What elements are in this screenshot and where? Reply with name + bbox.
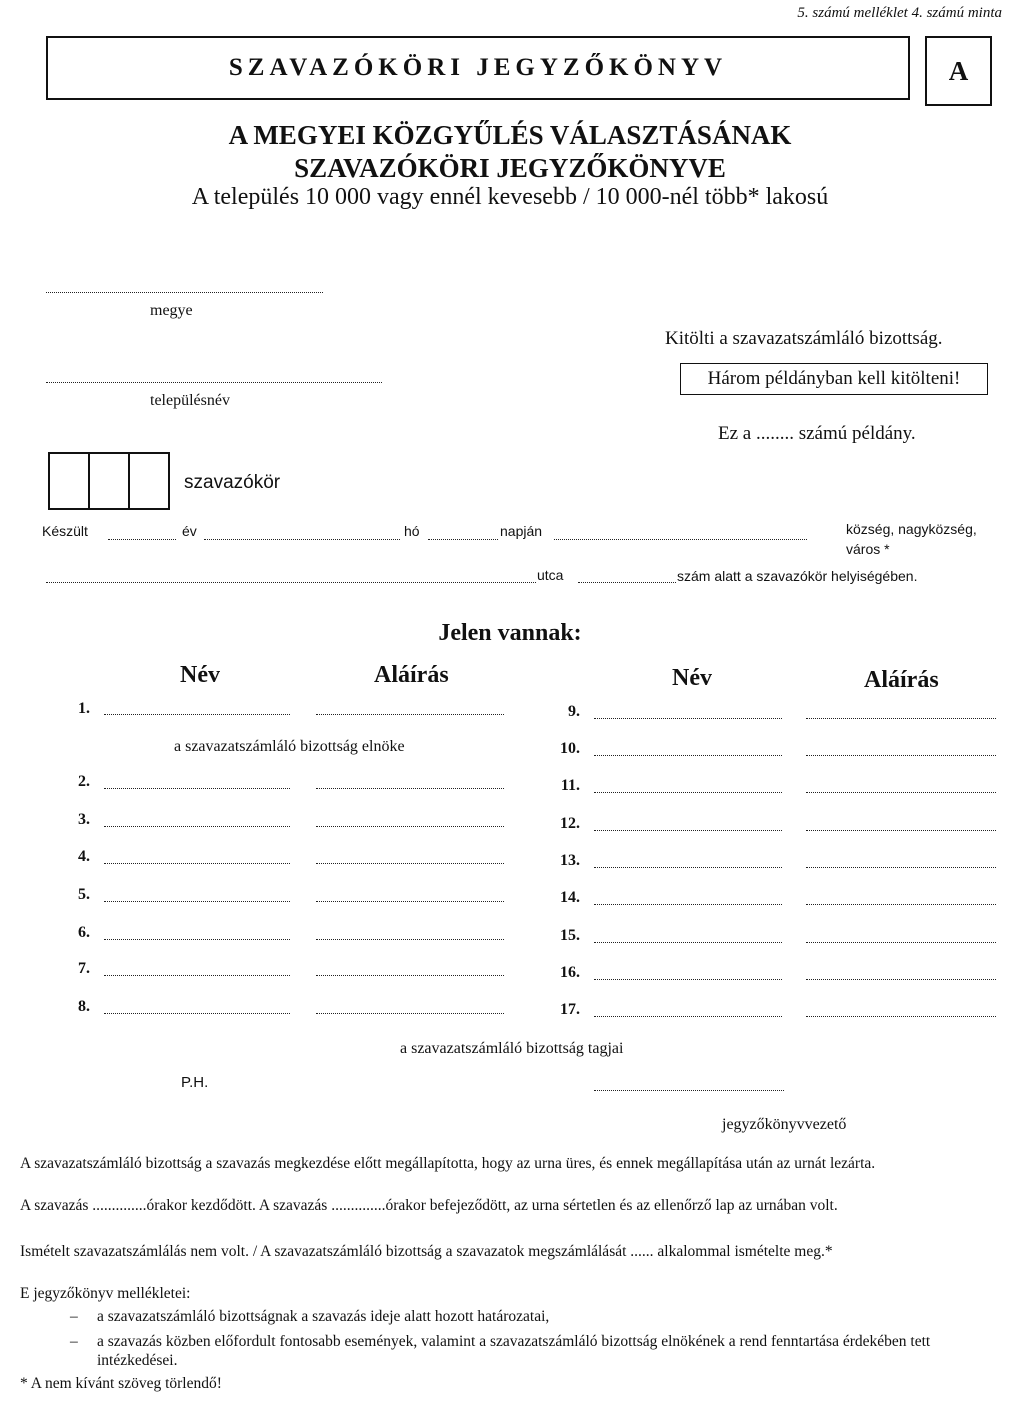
settlement-type-label-2: város * — [846, 541, 890, 557]
month-label: hó — [404, 523, 420, 539]
annex-item-1: a szavazatszámláló bizottságnak a szavazás ideje alatt hozott határozatai, — [97, 1308, 550, 1325]
settlement-type-label: község, nagyközség, — [846, 521, 977, 537]
right-name-header: Név — [672, 665, 712, 691]
row-number: 8. — [78, 998, 90, 1015]
signature-field-line[interactable] — [806, 942, 996, 943]
month-field-line[interactable] — [204, 539, 400, 540]
document-title: SZAVAZÓKÖRI JEGYZŐKÖNYV — [228, 54, 728, 81]
signature-field-line[interactable] — [316, 863, 504, 864]
annex-item-2: a szavazás közben előfordult fontosabb események, valamint a szavazatszámláló bizottság elnökének a rend fenntartása érdekében tett intézkedései. — [97, 1333, 931, 1369]
form-letter-box: A — [925, 36, 992, 106]
heading-line-1: A MEGYEI KÖZGYŰLÉS VÁLASZTÁSÁNAK — [228, 120, 792, 150]
signature-field-line[interactable] — [806, 792, 996, 793]
seal-label: P.H. — [181, 1074, 209, 1091]
row-number: 3. — [78, 811, 90, 828]
name-field-line[interactable] — [594, 792, 782, 793]
body-paragraph-2: A szavazás ..............órakor kezdődött. A szavazás ..............órakor befejeződött, az urna sértetlen és az ellenőrző lap az urnában volt. — [20, 1197, 838, 1214]
county-label: megye — [150, 302, 193, 319]
county-field-line[interactable] — [46, 292, 323, 293]
name-field-line[interactable] — [104, 975, 290, 976]
signature-field-line[interactable] — [806, 1016, 996, 1017]
row-number: 15. — [560, 927, 580, 944]
row-number: 10. — [560, 740, 580, 757]
recorder-label: jegyzőkönyvvezető — [722, 1116, 847, 1133]
body-paragraph-3: Ismételt szavazatszámlálás nem volt. / A szavazatszámláló bizottság a szavazatok megszámlálását ...... alkalommal ismételte meg.* — [20, 1243, 833, 1260]
year-label: év — [182, 523, 197, 539]
signature-field-line[interactable] — [806, 979, 996, 980]
annex-title: E jegyzőkönyv mellékletei: — [20, 1285, 191, 1302]
district-number-boxes[interactable] — [48, 452, 170, 510]
signature-field-line[interactable] — [316, 939, 504, 940]
heading-line-2: SZAVAZÓKÖRI JEGYZŐKÖNYVE — [294, 153, 726, 183]
row-number: 17. — [560, 1001, 580, 1018]
row-number: 13. — [560, 852, 580, 869]
row-number: 9. — [568, 703, 580, 720]
signature-field-line[interactable] — [316, 901, 504, 902]
members-label: a szavazatszámláló bizottság tagjai — [400, 1040, 624, 1057]
right-signature-header: Aláírás — [864, 667, 939, 693]
district-label: szavazókör — [184, 472, 281, 493]
signature-field-line[interactable] — [806, 830, 996, 831]
district-digit-box[interactable] — [50, 454, 88, 508]
signature-field-line[interactable] — [806, 718, 996, 719]
settlement-label: településnév — [150, 392, 230, 409]
copies-note: Három példányban kell kitölteni! — [707, 368, 961, 389]
street-field-line[interactable] — [46, 582, 536, 583]
name-field-line[interactable] — [104, 714, 290, 715]
day-label: napján — [500, 523, 543, 539]
name-field-line[interactable] — [104, 826, 290, 827]
signature-field-line[interactable] — [806, 904, 996, 905]
name-field-line[interactable] — [594, 830, 782, 831]
house-number-field-line[interactable] — [578, 582, 676, 583]
name-field-line[interactable] — [594, 904, 782, 905]
day-field-line[interactable] — [428, 539, 498, 540]
heading-line-3: A település 10 000 vagy ennél kevesebb / 10 000-nél több* lakosú — [191, 184, 829, 210]
row-number: 7. — [78, 960, 90, 977]
year-field-line[interactable] — [108, 539, 176, 540]
district-digit-box[interactable] — [128, 454, 168, 508]
document-title-box — [46, 36, 910, 100]
footnote: * A nem kívánt szöveg törlendő! — [20, 1375, 222, 1392]
copy-number-note: Ez a ........ számú példány. — [718, 423, 916, 444]
signature-field-line[interactable] — [316, 714, 504, 715]
name-field-line[interactable] — [594, 1016, 782, 1017]
address-suffix: szám alatt a szavazókör helyiségében. — [677, 568, 918, 584]
settlement-name-field-line[interactable] — [554, 539, 807, 540]
copies-note-box — [680, 363, 988, 395]
row-number: 4. — [78, 848, 90, 865]
signature-field-line[interactable] — [316, 975, 504, 976]
row-number: 14. — [560, 889, 580, 906]
name-field-line[interactable] — [104, 901, 290, 902]
name-field-line[interactable] — [594, 979, 782, 980]
name-field-line[interactable] — [594, 942, 782, 943]
name-field-line[interactable] — [594, 867, 782, 868]
row-number: 1. — [78, 700, 90, 717]
name-field-line[interactable] — [104, 939, 290, 940]
annex-note: 5. számú melléklet 4. számú minta — [797, 5, 1002, 21]
signature-field-line[interactable] — [316, 826, 504, 827]
name-field-line[interactable] — [104, 1013, 290, 1014]
district-digit-box[interactable] — [88, 454, 128, 508]
row-number: 6. — [78, 924, 90, 941]
row-number: 2. — [78, 773, 90, 790]
signature-field-line[interactable] — [806, 755, 996, 756]
row-number: 12. — [560, 815, 580, 832]
annex-dash-icon: – — [70, 1308, 78, 1325]
prepared-label: Készült — [42, 523, 88, 539]
row-number: 11. — [560, 777, 580, 794]
street-label: utca — [537, 567, 564, 583]
signature-field-line[interactable] — [316, 1013, 504, 1014]
name-field-line[interactable] — [104, 788, 290, 789]
chair-label: a szavazatszámláló bizottság elnöke — [174, 738, 405, 755]
row-number: 16. — [560, 964, 580, 981]
name-field-line[interactable] — [594, 718, 782, 719]
body-paragraph-1: A szavazatszámláló bizottság a szavazás megkezdése előtt megállapította, hogy az urna üres, és ennek megállapítása után az urnát lezárta. — [20, 1155, 876, 1172]
row-number: 5. — [78, 886, 90, 903]
name-field-line[interactable] — [594, 755, 782, 756]
signature-field-line[interactable] — [806, 867, 996, 868]
attendance-title: Jelen vannak: — [438, 620, 582, 646]
left-name-header: Név — [180, 662, 220, 688]
name-field-line[interactable] — [104, 863, 290, 864]
filled-by-note: Kitölti a szavazatszámláló bizottság. — [665, 328, 943, 349]
recorder-field-line[interactable] — [594, 1090, 784, 1091]
settlement-field-line[interactable] — [46, 382, 382, 383]
left-signature-header: Aláírás — [374, 662, 449, 688]
signature-field-line[interactable] — [316, 788, 504, 789]
annex-dash-icon: – — [70, 1333, 78, 1350]
